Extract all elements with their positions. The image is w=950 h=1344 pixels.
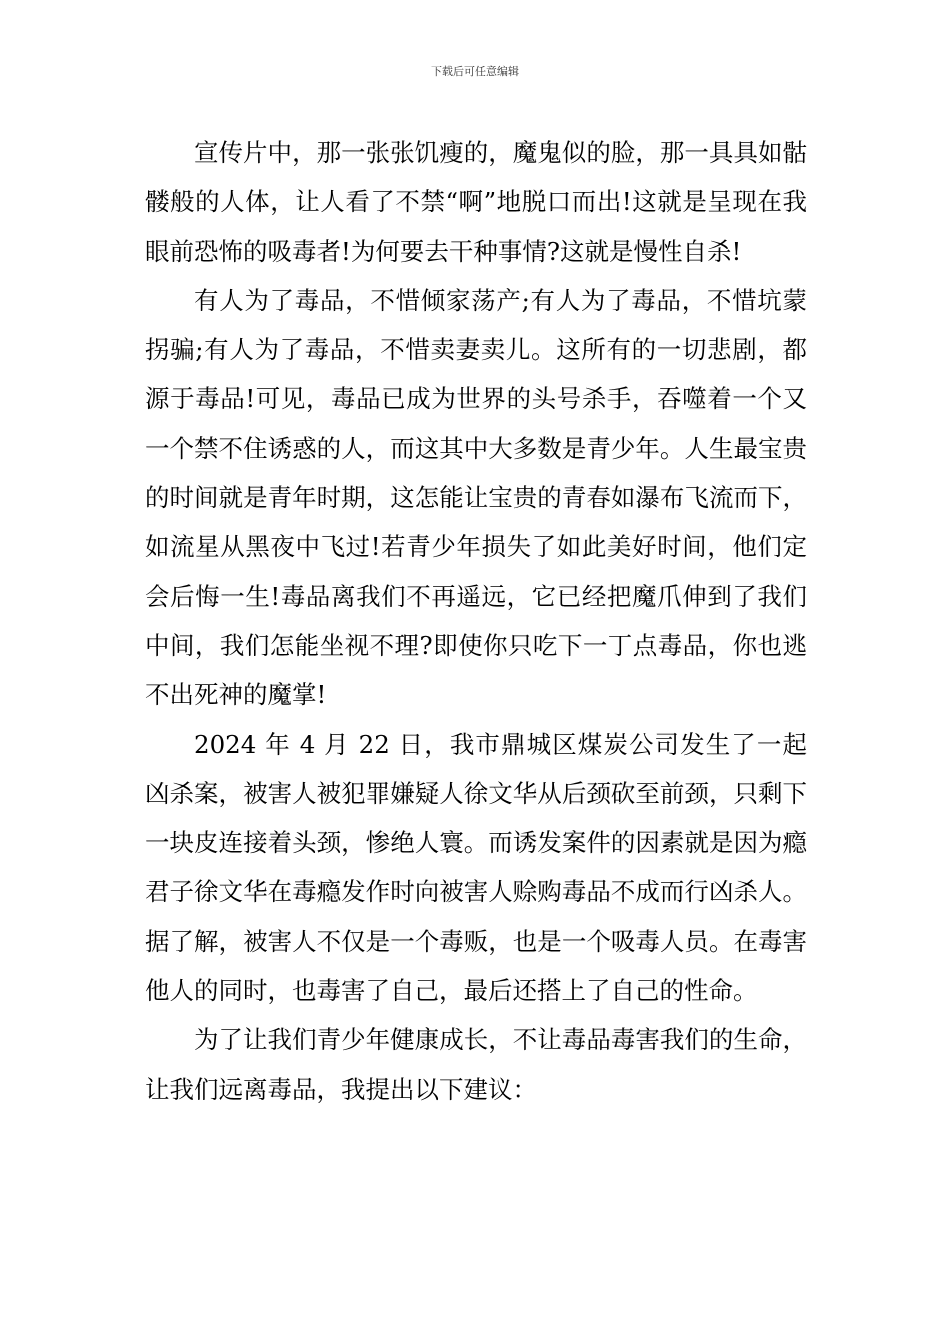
paragraph-3: 2024 年 4 月 22 日，我市鼎城区煤炭公司发生了一起凶杀案，被害人被犯罪嫌疑人徐文华从后颈砍至前颈，只剩下一块皮连接着头颈，惨绝人寰。而诱发案件的因素就是因为瘾君子徐文华在毒瘾发作时向被害人赊购毒品不成而行凶杀人。据了解，被害人不仅是一个毒贩，也是一个吸毒人员。在毒害他人的同时，也毒害了自己，最后还搭上了自己的性命。 [145, 729, 807, 1006]
page-header: 下载后可任意编辑 [431, 65, 519, 78]
paragraph-4: 为了让我们青少年健康成长，不让毒品毒害我们的生命，让我们远离毒品，我提出以下建议： [145, 1025, 807, 1104]
paragraph-2: 有人为了毒品，不惜倾家荡产;有人为了毒品，不惜坑蒙拐骗;有人为了毒品，不惜卖妻卖儿。这所有的一切悲剧，都源于毒品!可见，毒品已成为世界的头号杀手，吞噬着一个又一个禁不住诱惑的人，而这其中大多数是青少年。人生最宝贵的时间就是青年时期，这怎能让宝贵的青春如瀑布飞流而下，如流星从黑夜中飞过!若青少年损失了如此美好时间，他们定会后悔一生!毒品离我们不再遥远，它已经把魔爪伸到了我们中间，我们怎能坐视不理?即使你只吃下一丁点毒品，你也逃不出死神的魔掌! [145, 285, 807, 710]
document-body [145, 128, 807, 1114]
paragraph-1: 宣传片中，那一张张饥瘦的，魔鬼似的脸，那一具具如骷髅般的人体，让人看了不禁“啊”地脱口而出!这就是呈现在我眼前恐怖的吸毒者!为何要去干种事情?这就是慢性自杀! [145, 138, 807, 266]
